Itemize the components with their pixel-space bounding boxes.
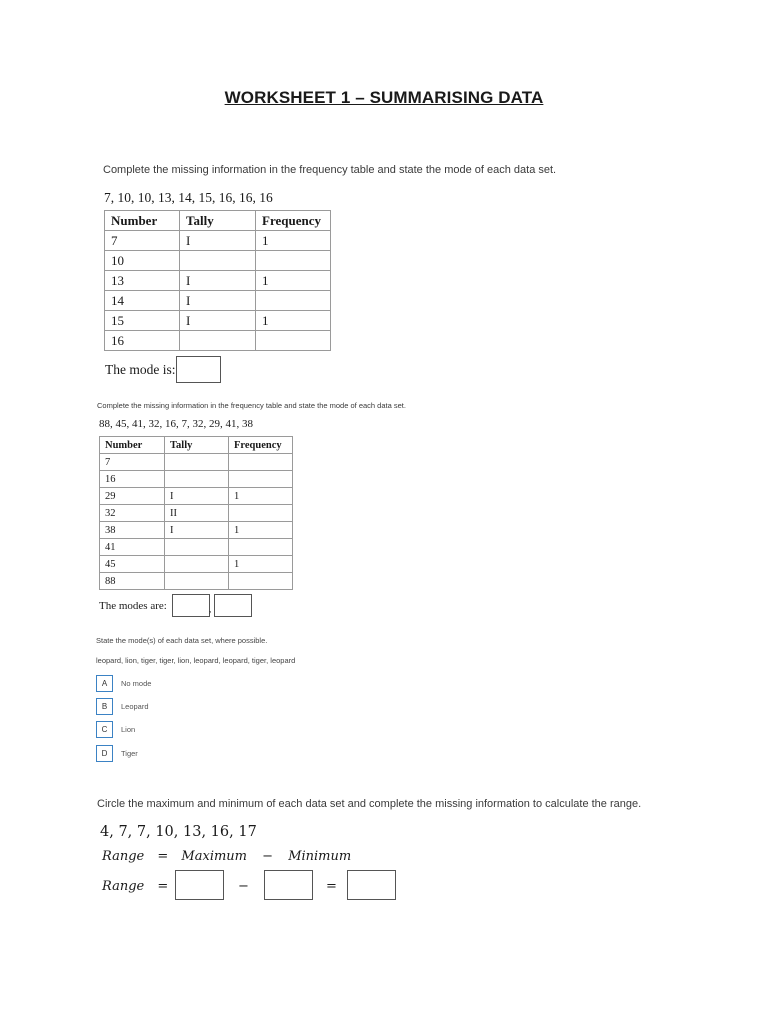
- cell-number: 10: [105, 251, 180, 271]
- section2-instruction: Complete the missing information in the frequency table and state the mode of each data set.: [97, 401, 406, 410]
- section1-mode-label: The mode is:: [105, 362, 176, 377]
- table-row: [105, 291, 331, 311]
- column-header-tally: Tally: [180, 211, 256, 231]
- cell-number: 45: [100, 556, 165, 573]
- option-b-text: Leopard: [121, 701, 149, 711]
- cell-frequency[interactable]: 1: [256, 231, 331, 251]
- cell-frequency[interactable]: 1: [256, 271, 331, 291]
- table-row: [105, 331, 331, 351]
- cell-number: 16: [100, 471, 165, 488]
- table-header-row: [105, 211, 331, 231]
- section4-instruction: Circle the maximum and minimum of each data set and complete the missing information to calculate the range.: [97, 798, 642, 810]
- cell-tally[interactable]: II: [165, 505, 229, 522]
- section1-mode-answer-box[interactable]: [176, 356, 221, 383]
- calc-range: Range: [102, 879, 145, 894]
- section2-dataset: 88, 45, 41, 32, 16, 7, 32, 29, 41, 38: [99, 418, 253, 430]
- option-c[interactable]: [96, 720, 135, 738]
- table-row: [100, 539, 293, 556]
- range-minimum-box[interactable]: [264, 870, 313, 900]
- cell-tally[interactable]: I: [165, 488, 229, 505]
- column-header-frequency: Frequency: [256, 211, 331, 231]
- worksheet-title: WORKSHEET 1 – SUMMARISING DATA: [224, 88, 544, 107]
- column-header-number: Number: [100, 437, 165, 454]
- calc-equals: =: [157, 879, 169, 894]
- cell-frequency[interactable]: 1: [229, 556, 293, 573]
- table-row: [100, 522, 293, 539]
- formula-minimum: Minimum: [288, 849, 352, 864]
- cell-frequency[interactable]: 1: [256, 311, 331, 331]
- cell-frequency[interactable]: [229, 471, 293, 488]
- option-c-letter: C: [96, 721, 113, 738]
- cell-number: 41: [100, 539, 165, 556]
- section2-mode-answer-box-2[interactable]: [214, 594, 252, 617]
- cell-tally[interactable]: [165, 539, 229, 556]
- table-row: [105, 231, 331, 251]
- column-header-tally: Tally: [165, 437, 229, 454]
- cell-number: 7: [100, 454, 165, 471]
- option-b[interactable]: [96, 697, 149, 715]
- formula-maximum: Maximum: [181, 849, 247, 864]
- cell-frequency[interactable]: [256, 331, 331, 351]
- option-a[interactable]: [96, 674, 151, 692]
- cell-tally[interactable]: I: [180, 271, 256, 291]
- section1-instruction: Complete the missing information in the frequency table and state the mode of each data set.: [103, 164, 557, 176]
- cell-tally[interactable]: [180, 331, 256, 351]
- cell-frequency[interactable]: [256, 251, 331, 271]
- range-result-box[interactable]: [347, 870, 396, 900]
- cell-number: 15: [105, 311, 180, 331]
- option-d-text: Tiger: [121, 748, 138, 758]
- table-header-row: [100, 437, 293, 454]
- option-d[interactable]: [96, 744, 138, 762]
- cell-frequency[interactable]: [229, 573, 293, 590]
- cell-number: 88: [100, 573, 165, 590]
- section3-dataset: leopard, lion, tiger, tiger, lion, leopard, leopard, tiger, leopard: [96, 656, 296, 665]
- table-row: [100, 556, 293, 573]
- cell-number: 29: [100, 488, 165, 505]
- table-row: [105, 311, 331, 331]
- option-a-text: No mode: [121, 678, 152, 688]
- cell-tally[interactable]: I: [180, 231, 256, 251]
- range-maximum-box[interactable]: [175, 870, 224, 900]
- cell-frequency[interactable]: 1: [229, 522, 293, 539]
- range-formula: [102, 849, 351, 864]
- calc-equals-2: =: [326, 879, 337, 894]
- cell-frequency[interactable]: [229, 505, 293, 522]
- cell-frequency[interactable]: [229, 539, 293, 556]
- range-calc-lhs: [102, 879, 168, 894]
- cell-tally[interactable]: [180, 251, 256, 271]
- section2-modes-separator: ,: [209, 604, 212, 614]
- table-row: [105, 251, 331, 271]
- section1-dataset: 7, 10, 10, 13, 14, 15, 16, 16, 16: [104, 190, 273, 205]
- option-b-letter: B: [96, 698, 113, 715]
- cell-number: 38: [100, 522, 165, 539]
- formula-equals: =: [157, 849, 169, 864]
- cell-number: 7: [105, 231, 180, 251]
- section2-mode-answer-box-1[interactable]: [172, 594, 210, 617]
- column-header-frequency: Frequency: [229, 437, 293, 454]
- cell-tally[interactable]: [165, 454, 229, 471]
- table-row: [100, 471, 293, 488]
- section4-dataset: 4, 7, 7, 10, 13, 16, 17: [100, 824, 257, 840]
- table-row: [100, 505, 293, 522]
- cell-frequency[interactable]: [229, 454, 293, 471]
- cell-tally[interactable]: [165, 471, 229, 488]
- cell-tally[interactable]: I: [165, 522, 229, 539]
- cell-tally[interactable]: I: [180, 291, 256, 311]
- cell-number: 14: [105, 291, 180, 311]
- formula-range: Range: [102, 849, 145, 864]
- calc-minus: −: [238, 879, 249, 894]
- cell-tally[interactable]: [165, 573, 229, 590]
- option-c-text: Lion: [121, 724, 136, 734]
- table-row: [105, 271, 331, 291]
- section3-question: State the mode(s) of each data set, where possible.: [96, 636, 268, 645]
- table-row: [100, 488, 293, 505]
- cell-tally[interactable]: I: [180, 311, 256, 331]
- table-row: [100, 573, 293, 590]
- table-row: [100, 454, 293, 471]
- section2-modes-label: The modes are:: [99, 600, 167, 612]
- cell-number: 32: [100, 505, 165, 522]
- cell-frequency[interactable]: [256, 291, 331, 311]
- option-a-letter: A: [96, 675, 113, 692]
- column-header-number: Number: [105, 211, 180, 231]
- cell-number: 16: [105, 331, 180, 351]
- cell-number: 13: [105, 271, 180, 291]
- section1-frequency-table: [104, 210, 331, 351]
- formula-minus: −: [262, 849, 274, 864]
- cell-frequency[interactable]: 1: [229, 488, 293, 505]
- option-d-letter: D: [96, 745, 113, 762]
- section2-frequency-table: [99, 436, 293, 590]
- cell-tally[interactable]: [165, 556, 229, 573]
